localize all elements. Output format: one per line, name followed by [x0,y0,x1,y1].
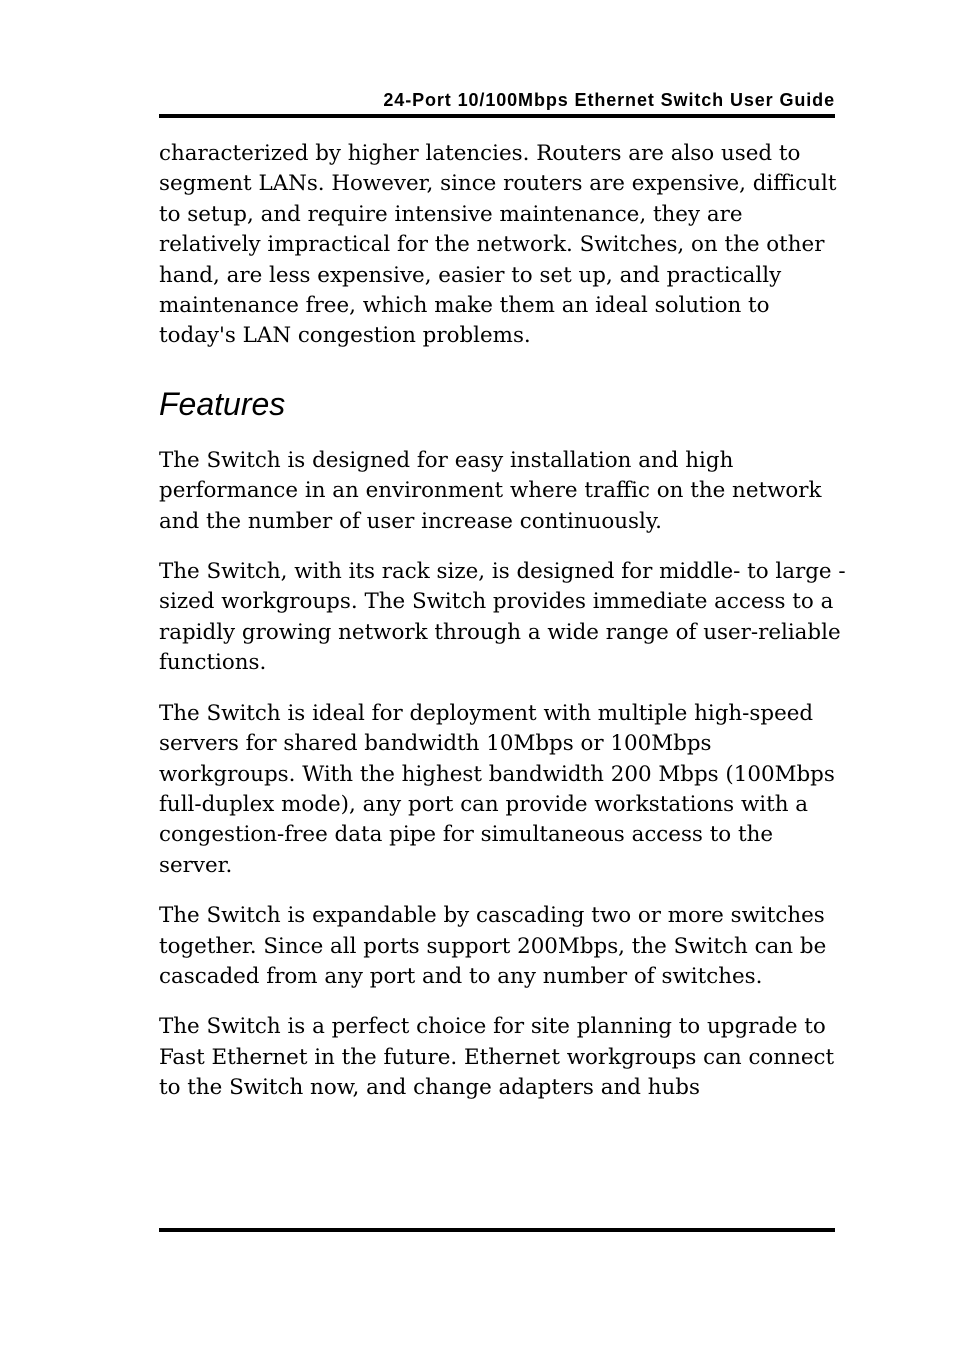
document-title: 24-Port 10/100Mbps Ethernet Switch User Guide [383,90,835,110]
page-body [159,139,849,1124]
features-paragraph-5: The Switch is a perfect choice for site planning to upgrade to Fast Ethernet in the future. Ethernet workgroups can connect to the Switch now, and change adapters and hubs [159,1014,835,1101]
intro-paragraph: characterized by higher latencies. Routers are also used to segment LANs. However, since routers are expensive, difficult to setup, and require intensive maintenance, they are relatively impractical for the network. Switches, on the other hand, are less expensive, easier to set up, and practically maintenance free, which make them an ideal solution to today's LAN congestion problems. [159,141,837,349]
features-paragraph-4: The Switch is expandable by cascading two or more switches together. Since all ports support 200Mbps, the Switch can be cascaded from any port and to any number of switches. [159,903,827,989]
footer-rule [159,1228,835,1232]
page-header [159,88,835,118]
features-paragraph-2: The Switch, with its rack size, is designed for middle- to large -sized workgroups. The Switch provides immediate access to a rapidly growing network through a wide range of user-reliable functions. [159,559,846,676]
features-paragraph-1: The Switch is designed for easy installation and high performance in an environment where traffic on the network and the number of user increase continuously. [159,447,822,534]
section-heading-features: Features [159,385,286,422]
features-paragraph-3: The Switch is ideal for deployment with multiple high-speed servers for shared bandwidth 10Mbps or 100Mbps workgroups. With the highest bandwidth 200 Mbps (100Mbps full-duplex mode), any port can provide workstations with a congestion-free data pipe for simultaneous access to the server. [159,700,835,878]
